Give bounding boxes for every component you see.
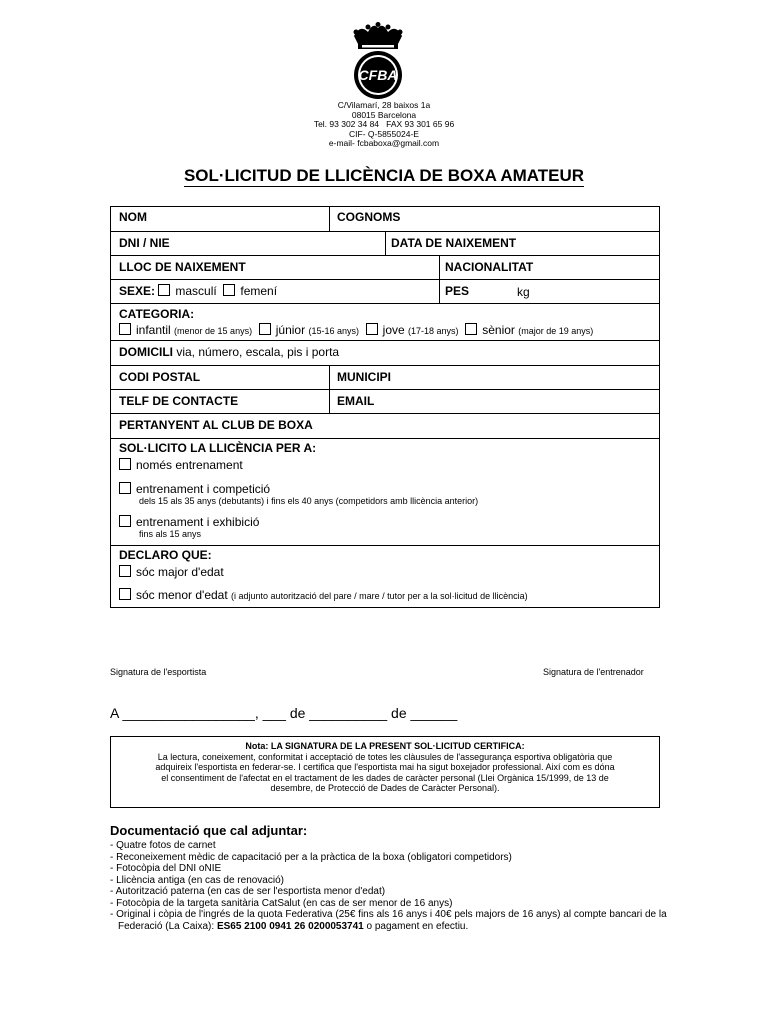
date-line[interactable]: A _________________, ___ de __________ de ______ (110, 705, 458, 721)
list-item: - Autorització paterna (en cas de ser l'esportista menor d'edat) (110, 886, 386, 897)
email-field[interactable]: EMAIL (337, 394, 375, 408)
category-options: infantil (menor de 15 anys) júnior (15-16 anys) jove (17-18 anys) sènior (major de 19 anys) (119, 323, 593, 337)
club-field[interactable]: PERTANYENT AL CLUB DE BOXA (119, 418, 313, 432)
phone-field[interactable]: TELF DE CONTACTE (119, 394, 239, 408)
checkbox-masculi[interactable] (158, 284, 170, 296)
row-contact (111, 389, 659, 414)
page-title: SOL·LICITUD DE LLICÈNCIA DE BOXA AMATEUR (183, 166, 585, 185)
logo-text: CFBA (358, 67, 398, 83)
row-declaration: DECLARO QUE: sóc major d'edat sóc menor d'edat (i adjunto autorització del pare / mare / tutor per a la sol·licitud de llicència) (111, 545, 659, 608)
weight-field[interactable]: PES (445, 284, 470, 298)
postal-code-field[interactable]: CODI POSTAL (119, 370, 201, 384)
address-field[interactable]: DOMICILI via, número, escala, pis i porta (119, 345, 340, 359)
checkbox-adult[interactable] (119, 565, 131, 577)
list-item: - Original i còpia de l'ingrés de la quota Federativa (25€ fins als 16 anys i 40€ pels majors de 16 anys) al compte bancari de la Federació (La Caixa): ES65 2100 0941 26 0200053741 o pagament en efectiu. (110, 909, 667, 932)
row-club (111, 413, 659, 439)
list-item: - Reconeixement mèdic de capacitació per a la pràctica de la boxa (obligatori competidors) (110, 851, 512, 863)
dni-field[interactable]: DNI / NIE (119, 236, 170, 250)
checkbox-femeni[interactable] (223, 284, 235, 296)
list-item: - Fotocòpia del DNI oNIE (110, 863, 222, 874)
row-address (111, 340, 659, 366)
address-block: C/Vilamarí, 28 baixos 1a 08015 Barcelona Tel. 93 302 34 84 FAX 93 301 65 96 CIF- Q-5855024-E e-mail- fcbaboxa@gmail.com (313, 100, 455, 149)
checkbox-training-exhibition[interactable] (119, 515, 131, 527)
checkbox-only-training[interactable] (119, 458, 131, 470)
checkbox-senior[interactable] (465, 323, 477, 335)
cognoms-field[interactable]: COGNOMS (337, 210, 401, 224)
checkbox-minor[interactable] (119, 588, 131, 600)
checkbox-jove[interactable] (366, 323, 378, 335)
sex-field: SEXE: masculí femení (119, 284, 278, 298)
nationality-field[interactable]: NACIONALITAT (445, 260, 534, 274)
iban: ES65 2100 0941 26 0200053741 (216, 920, 364, 932)
documentation-title: Documentació que cal adjuntar: (110, 823, 308, 838)
row-birthplace (111, 255, 659, 280)
row-name (111, 207, 659, 231)
row-dni (111, 231, 659, 256)
athlete-signature-label: Signatura de l'esportista (110, 667, 207, 677)
checkbox-junior[interactable] (259, 323, 271, 335)
row-postal (111, 365, 659, 390)
license-form (110, 206, 660, 608)
federation-logo (346, 22, 410, 102)
nom-field[interactable]: NOM (119, 210, 147, 224)
list-item: - Llicència antiga (en cas de renovació) (110, 874, 284, 886)
birthplace-field[interactable]: LLOC DE NAIXEMENT (119, 260, 246, 274)
row-request: SOL·LICITO LA LLICÈNCIA PER A: només entrenament entrenament i competició dels 15 als 35 anys (debutants) i fins els 40 anys (competidors amb llicència anterior) entrenament i exhibició fins als 15 anys (111, 438, 659, 546)
birthdate-field[interactable]: DATA DE NAIXEMENT (391, 236, 517, 250)
list-item: - Fotocòpia de la targeta sanitària CatSalut (en cas de ser menor de 16 anys) (110, 897, 453, 909)
list-item: - Quatre fotos de carnet (110, 840, 216, 851)
municipality-field[interactable]: MUNICIPI (337, 370, 391, 384)
coach-signature-label: Signatura de l'entrenador (543, 667, 644, 677)
certification-note: Nota: LA SIGNATURA DE LA PRESENT SOL·LICITUD CERTIFICA: La lectura, coneixement, conformitat i acceptació de totes les clàusules de l'assegurança esportiva obligatòria que adquireix l'esportista en federar-se. I certifica que l'esportista mai ha sigut boxejador professional. Així com es dóna el consentiment de l'afectat en el tractament de les dades de caràcter personal (Llei Orgànica 15/1999, de 13 de desembre, de Protecció de Dades de Caràcter Personal). (110, 736, 660, 808)
documentation-list (110, 840, 670, 932)
row-sex (111, 279, 659, 304)
checkbox-training-competition[interactable] (119, 482, 131, 494)
row-category: CATEGORIA: infantil (menor de 15 anys) júnior (15-16 anys) jove (17-18 anys) sènior (major de 19 anys) (111, 303, 659, 341)
checkbox-infantil[interactable] (119, 323, 131, 335)
weight-unit: kg (517, 285, 530, 299)
